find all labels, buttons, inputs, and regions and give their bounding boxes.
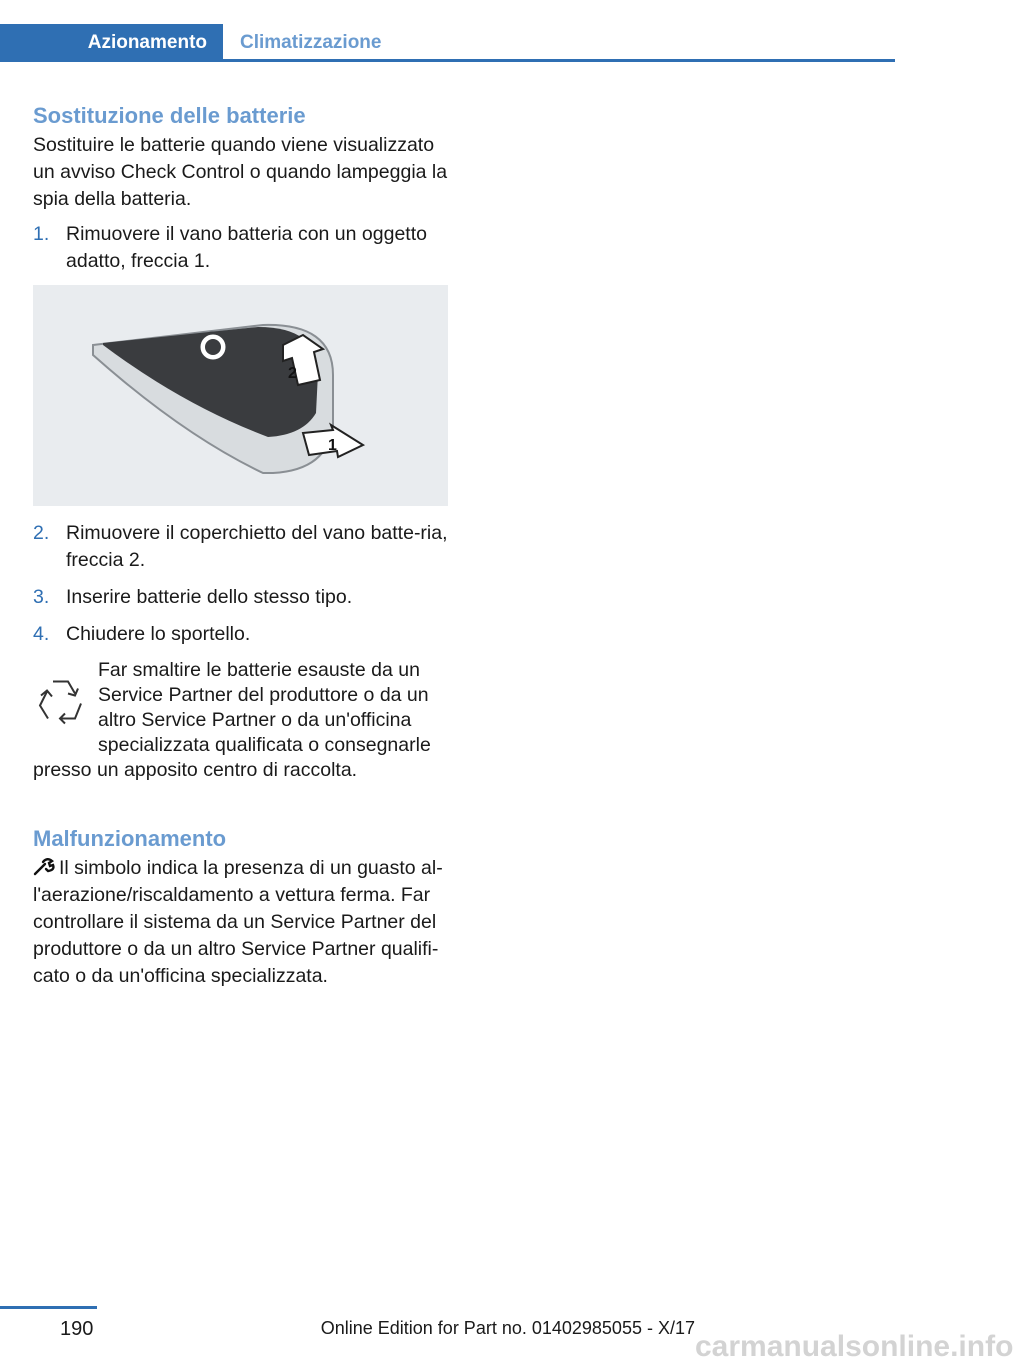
content-column <box>33 100 448 990</box>
edition-info: Online Edition for Part no. 01402985055 - X/17 <box>320 1318 695 1338</box>
tab-azionamento[interactable]: Azionamento <box>0 24 223 62</box>
section-title-batteries: Sostituzione delle batterie <box>33 103 306 128</box>
step-number: 2. <box>33 522 50 544</box>
header <box>0 0 895 62</box>
step-text: Rimuovere il vano batteria con un oggetto adatto, freccia 1. <box>66 223 427 272</box>
step-text: Chiudere lo sportello. <box>66 623 251 645</box>
malfunction-paragraph <box>33 855 448 990</box>
arrow-2-label: 2 <box>288 365 297 382</box>
step-item <box>33 621 448 648</box>
step-item <box>33 520 448 574</box>
step-text: Inserire batterie dello stesso tipo. <box>66 586 353 608</box>
step-number: 4. <box>33 623 50 645</box>
recycle-icon <box>33 666 88 741</box>
recycle-note <box>33 658 448 783</box>
step-number: 3. <box>33 586 50 608</box>
section-intro: Sostituire le batterie quando viene visualizzato un avviso Check Control o quando lampeggia la spia della batteria. <box>33 134 448 210</box>
step-item <box>33 584 448 611</box>
section-title-malfunction: Malfunzionamento <box>33 826 227 851</box>
key-battery-figure <box>33 285 448 506</box>
watermark: carmanualsonline.info <box>695 1330 1013 1363</box>
recycle-note-text: Far smaltire le batterie esauste da un Service Partner del produttore o da un altro Service Partner o da un'officina specializzata qualificata o consegnarle presso un apposito centro di raccolta. <box>33 659 431 781</box>
wrench-icon <box>33 858 55 876</box>
tab-climatizzazione[interactable]: Climatizzazione <box>240 32 382 53</box>
page-number: 190 <box>60 1318 94 1340</box>
steps-list-continued <box>33 520 448 648</box>
step-item <box>33 221 448 275</box>
step-text: Rimuovere il coperchietto del vano batte-ria, freccia 2. <box>66 522 448 571</box>
arrow-1-label: 1 <box>328 437 337 454</box>
steps-list <box>33 221 448 275</box>
key-fob-illustration <box>33 285 448 506</box>
footer-divider <box>0 1306 97 1309</box>
header-divider <box>0 59 895 62</box>
step-number: 1. <box>33 223 50 245</box>
malfunction-text: Il simbolo indica la presenza di un guasto al-l'aerazione/riscaldamento a vettura ferma. Far controllare il sistema da un Service Partner del produttore o da un altro Service Partner qualifi-cato o da un'officina specializzata. <box>33 857 443 987</box>
